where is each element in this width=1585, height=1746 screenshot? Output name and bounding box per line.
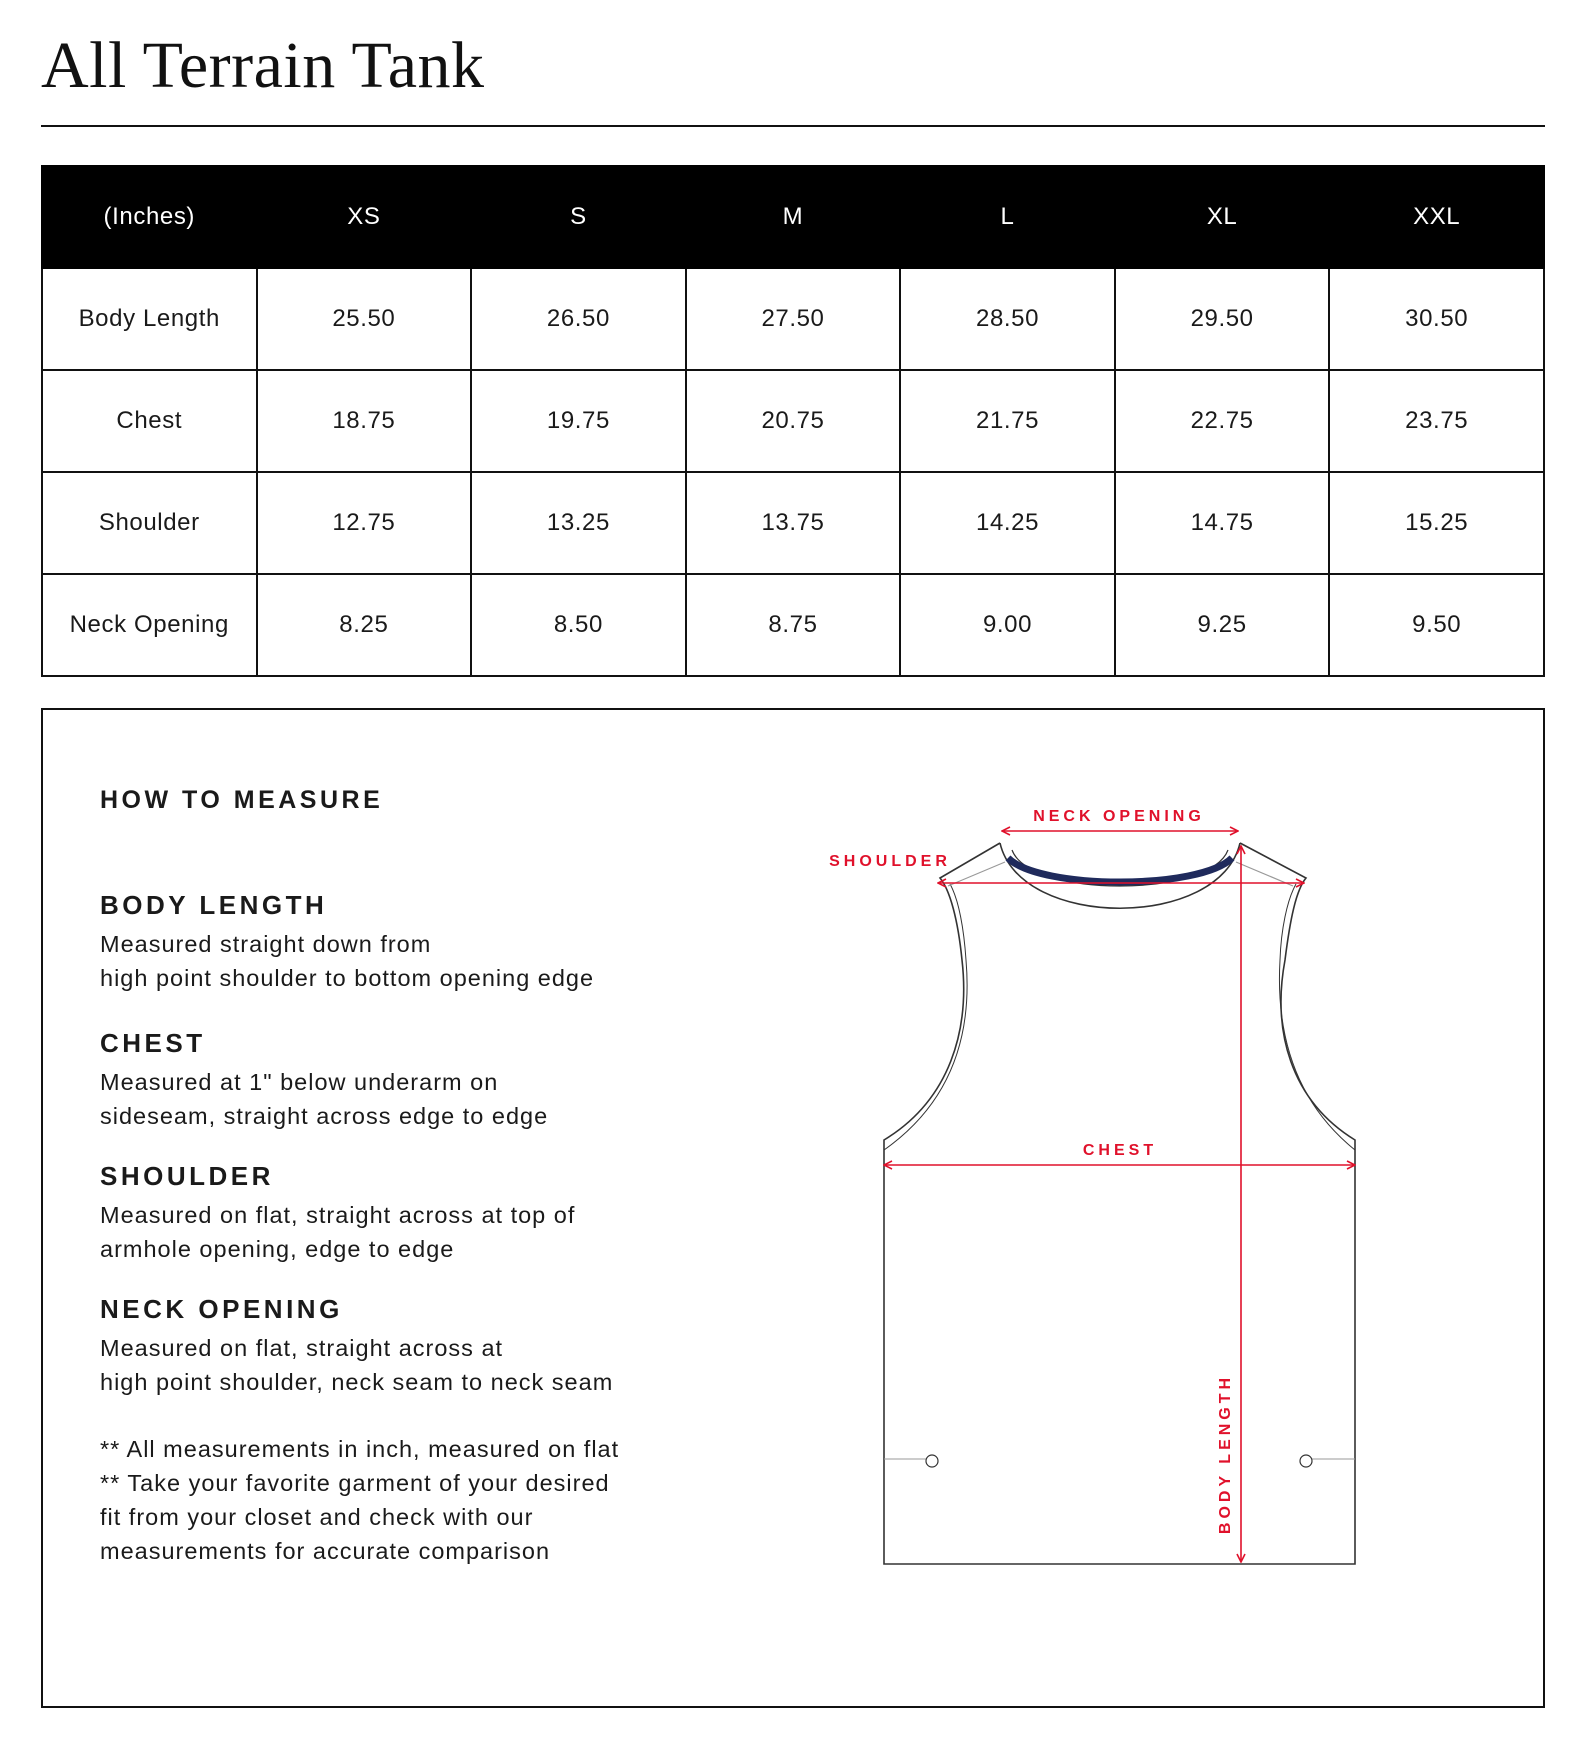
neck-tape xyxy=(1008,858,1232,882)
body-length-label: BODY LENGTH xyxy=(1217,1373,1234,1535)
row-label: Chest xyxy=(42,370,257,472)
size-header-xs: XS xyxy=(257,166,472,268)
page-title: All Terrain Tank xyxy=(41,29,485,102)
table-cell: 30.50 xyxy=(1329,268,1544,370)
table-cell: 14.75 xyxy=(1115,472,1330,574)
table-cell: 13.75 xyxy=(686,472,901,574)
section-line: Measured on flat, straight across at xyxy=(100,1335,504,1361)
how-to-measure-title: HOW TO MEASURE xyxy=(100,786,384,814)
section-heading: CHEST xyxy=(100,1028,206,1058)
side-slit-right-dot xyxy=(1300,1455,1312,1467)
size-header-xl: XL xyxy=(1115,166,1330,268)
table-cell: 8.50 xyxy=(471,574,686,676)
size-header-s: S xyxy=(471,166,686,268)
table-cell: 9.50 xyxy=(1329,574,1544,676)
note-line: ** All measurements in inch, measured on flat xyxy=(100,1436,620,1462)
size-header-m: M xyxy=(686,166,901,268)
tank-body-outline xyxy=(884,843,1355,1564)
table-cell: 28.50 xyxy=(900,268,1115,370)
note-line: fit from your closet and check with our xyxy=(100,1504,534,1530)
row-label: Neck Opening xyxy=(42,574,257,676)
table-cell: 9.00 xyxy=(900,574,1115,676)
note-line: ** Take your favorite garment of your desired xyxy=(100,1470,610,1496)
unit-header: (Inches) xyxy=(42,166,257,268)
table-cell: 18.75 xyxy=(257,370,472,472)
table-cell: 13.25 xyxy=(471,472,686,574)
table-cell: 22.75 xyxy=(1115,370,1330,472)
section-heading: BODY LENGTH xyxy=(100,890,328,920)
section-line: sideseam, straight across edge to edge xyxy=(100,1103,549,1129)
armhole-binding-left xyxy=(884,884,967,1150)
section-line: high point shoulder to bottom opening edge xyxy=(100,965,595,991)
section-line: Measured straight down from xyxy=(100,931,432,957)
table-cell: 27.50 xyxy=(686,268,901,370)
section-line: armhole opening, edge to edge xyxy=(100,1236,455,1262)
table-cell: 8.25 xyxy=(257,574,472,676)
table-cell: 12.75 xyxy=(257,472,472,574)
neck-opening-label: NECK OPENING xyxy=(1033,808,1205,825)
shoulder-label: SHOULDER xyxy=(829,853,951,870)
note-line: measurements for accurate comparison xyxy=(100,1538,551,1564)
table-cell: 26.50 xyxy=(471,268,686,370)
table-cell: 23.75 xyxy=(1329,370,1544,472)
table-cell: 25.50 xyxy=(257,268,472,370)
table-cell: 9.25 xyxy=(1115,574,1330,676)
side-slit-left-dot xyxy=(926,1455,938,1467)
table-cell: 20.75 xyxy=(686,370,901,472)
table-cell: 8.75 xyxy=(686,574,901,676)
measurement-lines xyxy=(884,831,1355,1562)
size-header-xxl: XXL xyxy=(1329,166,1544,268)
size-header-l: L xyxy=(900,166,1115,268)
chest-label: CHEST xyxy=(1082,1142,1158,1159)
table-cell: 21.75 xyxy=(900,370,1115,472)
table-cell: 19.75 xyxy=(471,370,686,472)
section-heading: NECK OPENING xyxy=(100,1294,343,1324)
row-label: Shoulder xyxy=(42,472,257,574)
section-line: Measured at 1" below underarm on xyxy=(100,1069,499,1095)
table-cell: 15.25 xyxy=(1329,472,1544,574)
section-line: Measured on flat, straight across at top of xyxy=(100,1202,576,1228)
table-cell: 14.25 xyxy=(900,472,1115,574)
section-heading: SHOULDER xyxy=(100,1161,274,1191)
row-label: Body Length xyxy=(42,268,257,370)
table-cell: 29.50 xyxy=(1115,268,1330,370)
tank-outline xyxy=(884,843,1355,1564)
section-line: high point shoulder, neck seam to neck seam xyxy=(100,1369,614,1395)
